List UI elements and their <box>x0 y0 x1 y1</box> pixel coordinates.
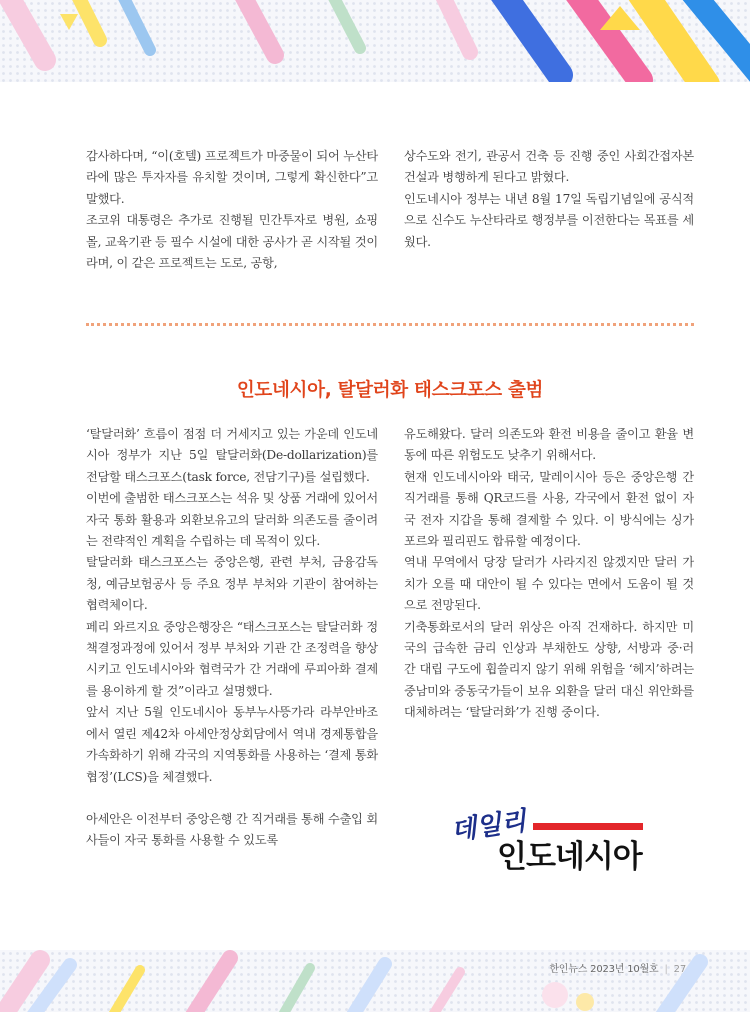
paragraph: 역내 무역에서 당장 달러가 사라지진 않겠지만 달러 가치가 오를 때 대안이 될 수 있다는 면에서 도움이 될 것으로 전망된다. <box>404 555 694 613</box>
article-title: 인도네시아, 탈달러화 태스크포스 출범 <box>236 380 544 401</box>
svg-text:데일리: 데일리 <box>449 806 529 847</box>
article-left-column <box>86 424 378 852</box>
page-footer: 한인뉴스 2023년 10월호 | 27 <box>549 964 686 975</box>
svg-text:인도네시아: 인도네시아 <box>497 839 642 875</box>
top-decorative-banner <box>0 0 750 82</box>
daily-indonesia-logo <box>445 805 655 877</box>
paragraph: 감사하다며, “이(호텔) 프로젝트가 마중물이 되어 누산타라에 많은 투자자를 유치할 것이며, 그렇게 확신한다”고 말했다. <box>86 149 378 206</box>
paragraph: 인도네시아 정부는 내년 8월 17일 독립기념일에 공식적으로 신수도 누산타라로 행정부를 이전한다는 목표를 세웠다. <box>404 191 694 249</box>
continued-text-left-column <box>86 146 378 274</box>
issue-label: 한인뉴스 2023년 10월호 <box>549 964 659 975</box>
continued-text-right-column <box>404 146 694 253</box>
paragraph: 페리 와르지요 중앙은행장은 “태스크포스는 탈달러화 정책결정과정에 있어서 정부 부처와 기관 간 조정력을 향상시키고 인도네시아와 협력국가 간 거래에 루피아화 결제를 용이하게 할 것”이라고 설명했다. <box>86 619 378 698</box>
paragraph: 아세안은 이전부터 중앙은행 간 직거래를 통해 수출입 회사들이 자국 통화를 사용할 수 있도록 <box>86 811 378 848</box>
paragraph: ‘탈달러화’ 흐름이 점점 더 거세지고 있는 가운데 인도네시아 정부가 지난 5일 탈달러화(De-dollarization)를 전담할 태스크포스(task force, 전담기구)를 설립했다. <box>86 427 378 484</box>
article-right-column <box>404 424 694 724</box>
paragraph: 현재 인도네시아와 태국, 말레이시아 등은 중앙은행 간 직거래를 통해 QR코드를 사용, 각국에서 환전 없이 자국 전자 지갑을 통해 결제할 수 있다. 이 방식에는 싱가포르와 필리핀도 합류할 예정이다. <box>404 469 694 549</box>
section-divider <box>86 323 694 326</box>
paragraph: 유도해왔다. 달러 의존도와 환전 비용을 줄이고 환율 변동에 따른 위험도도 낮추기 위해서다. <box>404 427 694 463</box>
paragraph: 조코위 대통령은 추가로 진행될 민간투자로 병원, 쇼핑몰, 교육기관 등 필수 시설에 대한 공사가 곧 시작될 것이라며, 이 같은 프로젝트는 도로, 공항, <box>86 213 378 271</box>
page-number: 27 <box>673 964 686 975</box>
paragraph: 상수도와 전기, 관공서 건축 등 진행 중인 사회간접자본 건설과 병행하게 된다고 밝혔다. <box>404 149 694 185</box>
paragraph: 탈달러화 태스크포스는 중앙은행, 관련 부처, 금융감독청, 예금보험공사 등 주요 정부 부처와 기관이 참여하는 협력체이다. <box>86 555 378 613</box>
paragraph: 앞서 지난 5월 인도네시아 동부누사뜽가라 라부안바조에서 열린 제42차 아세안정상회담에서 역내 경제통합을 가속화하기 위해 각국의 지역통화를 사용하는 ‘결제 통화 협정’(LCS)을 체결했다. <box>86 705 378 784</box>
paragraph: 이번에 출범한 태스크포스는 석유 및 상품 거래에 있어서 자국 통화 활용과 외환보유고의 달러화 의존도를 줄이려는 전략적인 계획을 수립하는 데 목적이 있다. <box>86 491 378 549</box>
paragraph: 기축통화로서의 달러 위상은 아직 건재하다. 하지만 미국의 급속한 금리 인상과 부채한도 상향, 서방과 중·러 간 대립 구도에 휩쓸리지 않기 위해 위험을 ‘헤지’하려는 중남미와 중동국가들이 보유 외환을 달러 대신 위안화를 대체하려는 ‘탈달러화’가 진행 중이다. <box>404 619 694 720</box>
